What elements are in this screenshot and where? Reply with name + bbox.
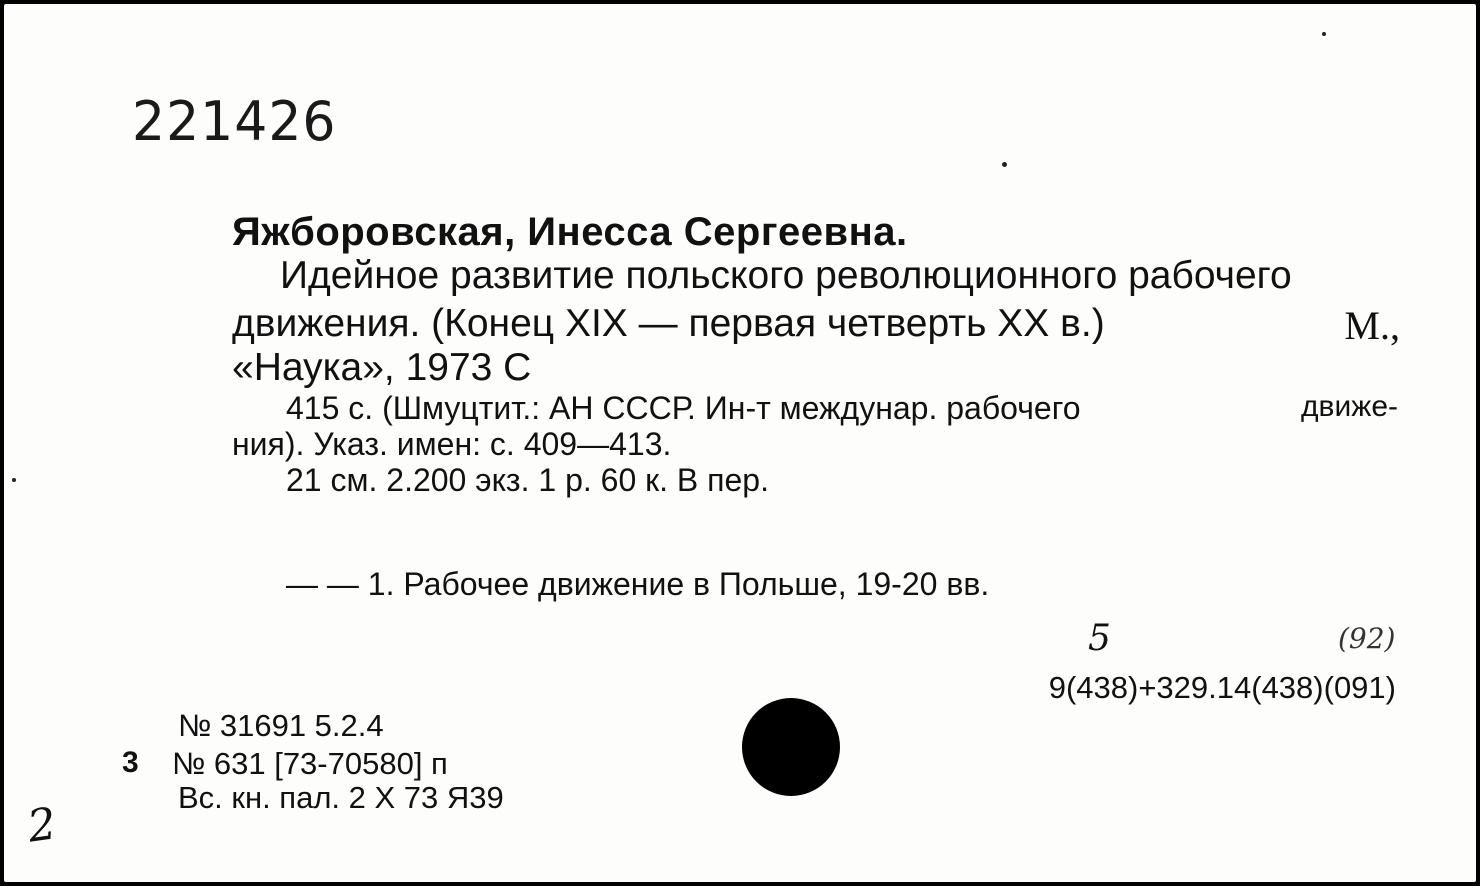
handwritten-mark: 2 — [24, 798, 60, 853]
catalog-card — [4, 4, 1476, 882]
note-line-3: 21 см. 2.200 экз. 1 р. 60 к. В пер. — [286, 462, 769, 498]
registry-line-3: Вс. кн. пал. 2 Х 73 Я39 — [178, 780, 504, 815]
title-line-3: «Наука», 1973 С — [232, 346, 532, 389]
subject-heading: — — 1. Рабочее движение в Польше, 19-20 вв. — [286, 566, 990, 602]
title-line-1: Идейное развитие польского революционного рабочего — [280, 254, 1292, 297]
udc-classification: 9(438)+329.14(438)(091) — [1048, 670, 1396, 705]
ink-speck — [1002, 162, 1007, 167]
registry-line-1: № 31691 5.2.4 — [178, 708, 384, 743]
publication-city: М., — [1344, 303, 1400, 348]
class-mark-handwritten-2: (92) — [1338, 622, 1396, 655]
catalog-number: 221426 — [132, 90, 337, 154]
note-line-2: ния). Указ. имен: с. 409—413. — [232, 426, 672, 462]
note-line-1: 415 с. (Шмуцтит.: АН СССР. Ин-т междунар. рабочего — [286, 390, 1081, 426]
ink-speck — [12, 478, 16, 482]
registry-line-2-prefix: 3 — [122, 746, 139, 779]
author-heading: Яжборовская, Инесса Сергеевна. — [232, 210, 908, 254]
title-line-2: движения. (Конец XIX — первая четверть XX в.) — [232, 302, 1105, 345]
registry-line-2: № 631 [73-70580] п — [172, 746, 448, 781]
punch-hole — [742, 698, 840, 796]
note-line-1-end: движе- — [1301, 390, 1398, 423]
ink-speck — [1322, 32, 1326, 36]
class-mark-handwritten: 5 — [1088, 618, 1111, 659]
